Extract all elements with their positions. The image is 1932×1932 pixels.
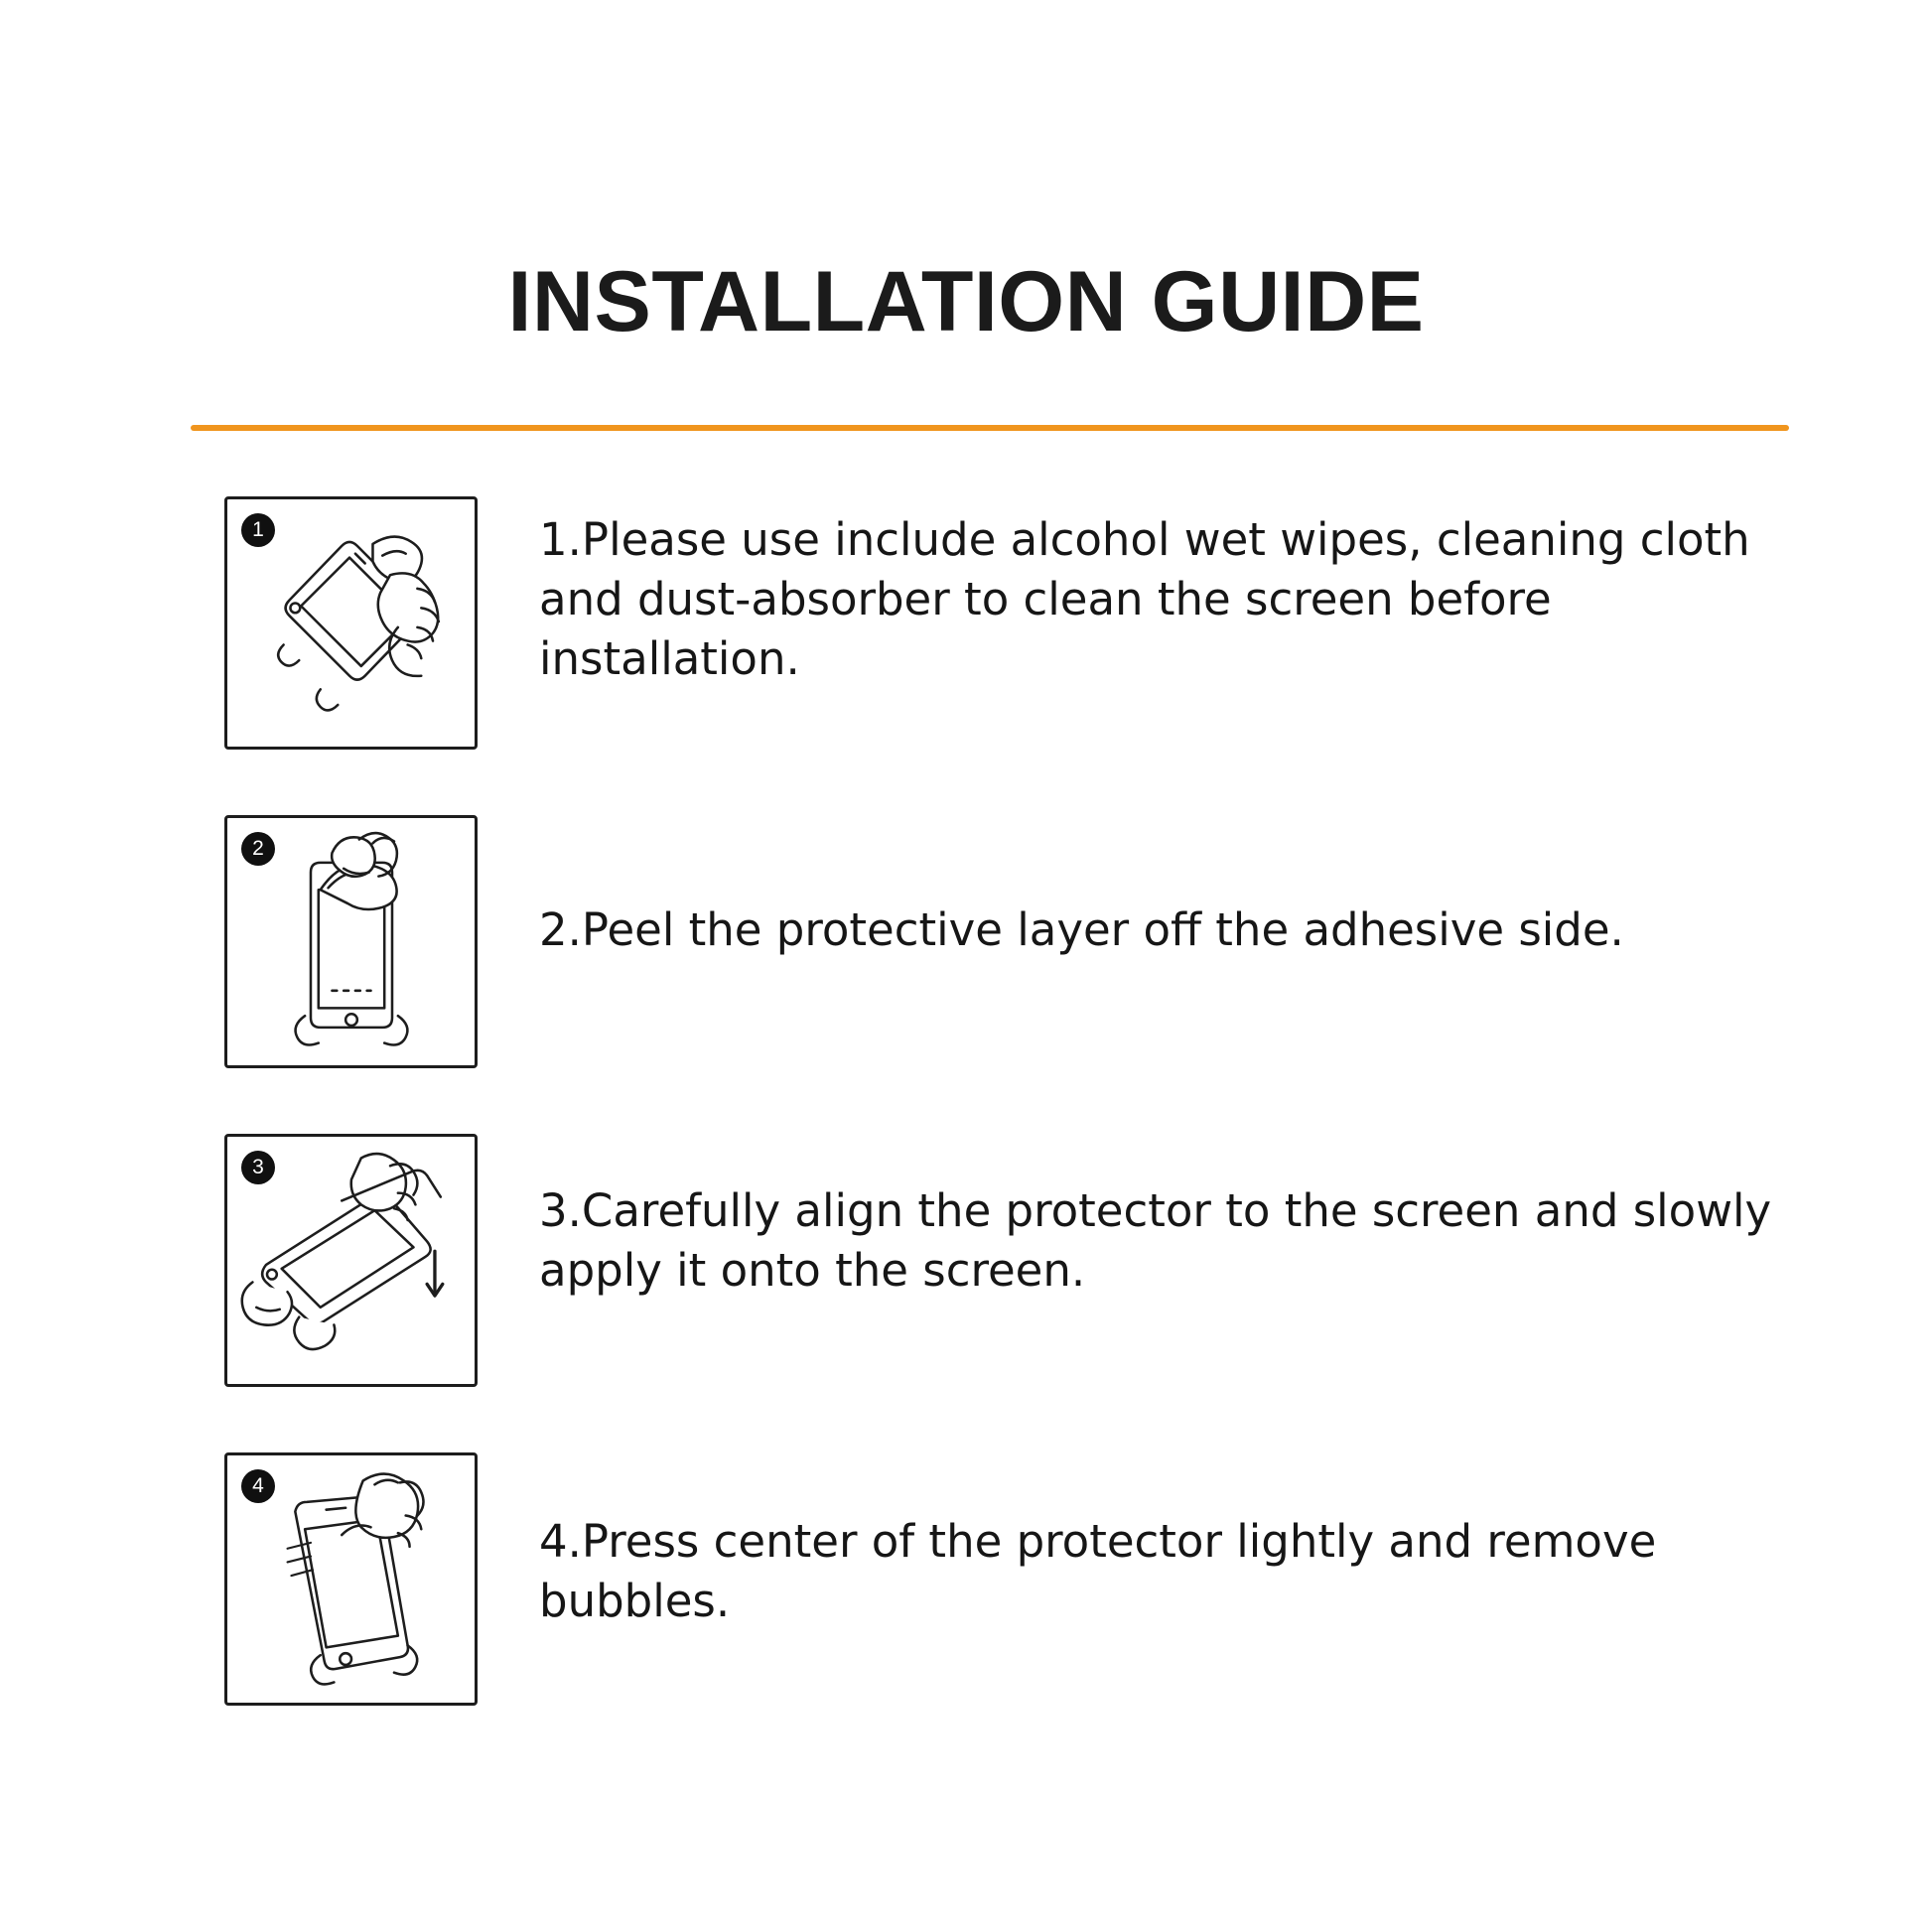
step-item [0, 1134, 1932, 1387]
step-2-badge: 2 [241, 832, 275, 866]
step-4-text: 4.Press center of the protector lightly and remove bubbles. [539, 1515, 1657, 1627]
step-item [0, 496, 1932, 750]
step-1-illustration [224, 496, 478, 750]
title-divider [191, 425, 1789, 431]
step-4-illustration [224, 1452, 478, 1706]
step-4-badge: 4 [241, 1469, 275, 1503]
step-3-badge: 3 [241, 1151, 275, 1184]
step-item [0, 815, 1932, 1068]
step-1-badge: 1 [241, 513, 275, 547]
step-3-text: 3.Carefully align the protector to the screen and slowly apply it onto the screen. [539, 1184, 1772, 1297]
step-1-text: 1.Please use include alcohol wet wipes, cleaning cloth and dust-absorber to clean the screen before installation. [539, 513, 1750, 685]
step-2-illustration [224, 815, 478, 1068]
step-3-illustration [224, 1134, 478, 1387]
page-title: INSTALLATION GUIDE [507, 254, 1425, 349]
step-item [0, 1452, 1932, 1706]
step-2-text: 2.Peel the protective layer off the adhesive side. [539, 903, 1624, 956]
steps-list [0, 496, 1932, 1727]
